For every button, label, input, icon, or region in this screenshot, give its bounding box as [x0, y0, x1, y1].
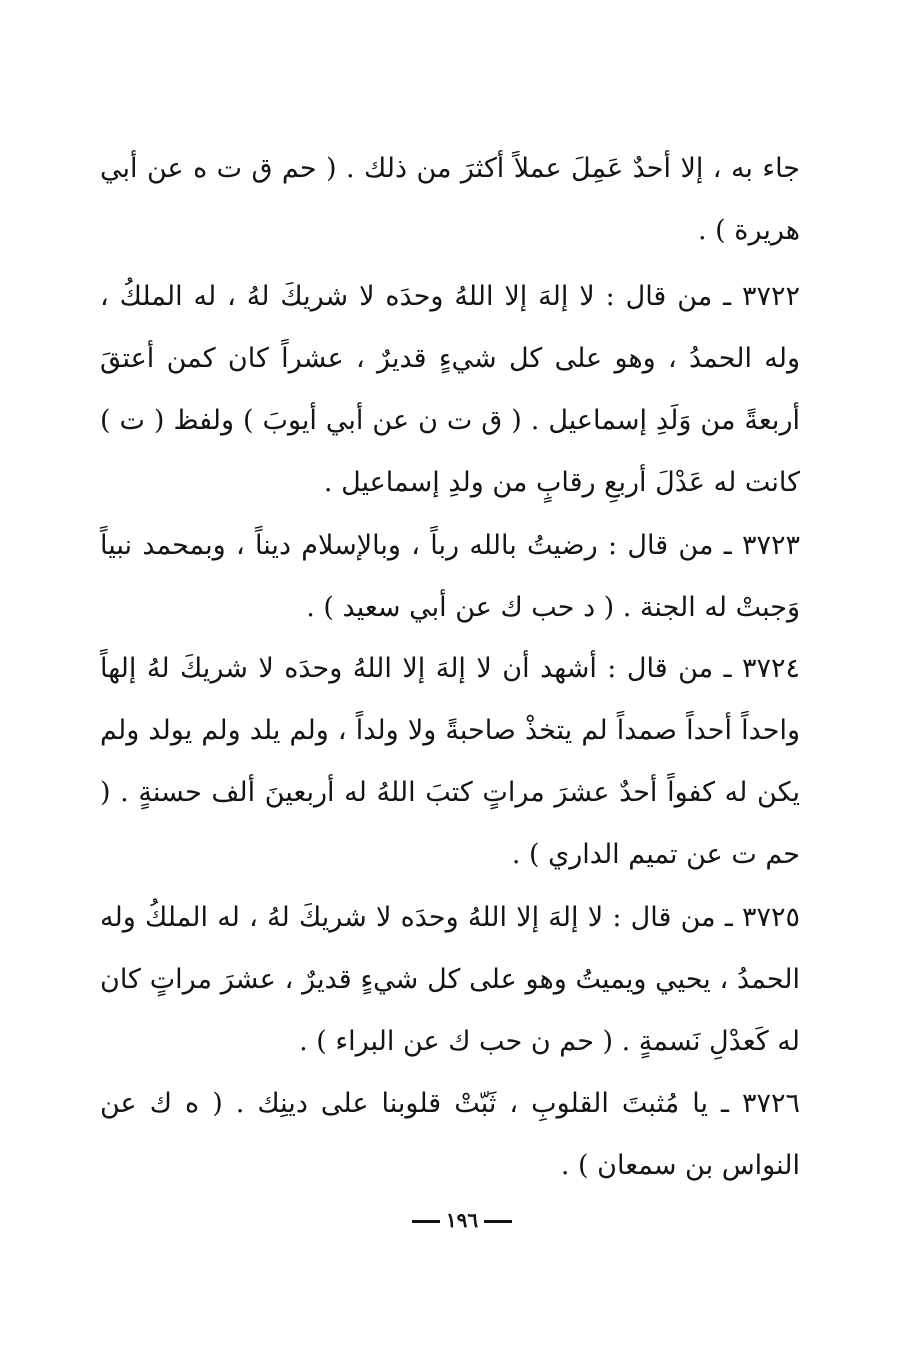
hadith-number: ٣٧٢٤	[741, 653, 800, 684]
page-number: ١٩٦	[445, 1208, 479, 1232]
footer-dash-right	[484, 1220, 512, 1223]
paragraph-3726	[100, 1073, 800, 1197]
footer-dash-left	[412, 1220, 440, 1223]
paragraph-text: ـ يا مُثبتَ القلوبِ ، ثَبّتْ قلوبنا على دينِك . ( ه ك عن النواس بن سمعان ) .	[100, 1088, 800, 1181]
hadith-number: ٣٧٢٢	[741, 281, 800, 312]
paragraph-continuation	[100, 138, 800, 262]
paragraph-3722	[100, 266, 800, 514]
paragraph-3725	[100, 887, 800, 1073]
paragraph-text: ـ من قال : لا إلهَ إلا اللهُ وحدَه لا شريكَ لهُ ، له الملكُ ، وله الحمدُ ، وهو على كل شيءٍ قديرٌ ، عشراً كان كمن أعتقَ أربعةً من وَلَدِ إسماعيل . ( ق ت ن عن أبي أيوبَ ) ولفظ ( ت ) كانت له عَدْلَ أربعِ رقابٍ من ولدِ إسماعيل .	[100, 281, 800, 498]
page-footer	[0, 1208, 924, 1232]
hadith-number: ٣٧٢٦	[741, 1088, 800, 1119]
hadith-number: ٣٧٢٣	[741, 530, 800, 561]
paragraph-text: ـ من قال : رضيتُ بالله رباً ، وبالإسلام ديناً ، وبمحمد نبياً وَجبتْ له الجنة . ( د حب ك عن أبي سعيد ) .	[100, 530, 800, 623]
hadith-number: ٣٧٢٥	[741, 902, 800, 933]
paragraph-text: جاء به ، إلا أحدٌ عَمِلَ عملاً أكثرَ من ذلك . ( حم ق ت ه عن أبي هريرة ) .	[100, 153, 800, 246]
paragraph-3724	[100, 638, 800, 886]
paragraph-text: ـ من قال : لا إلهَ إلا اللهُ وحدَه لا شريكَ لهُ ، له الملكُ وله الحمدُ ، يحيي ويميتُ وهو على كل شيءٍ قديرٌ ، عشرَ مراتٍ كان له كَعدْلِ نَسمةٍ . ( حم ن حب ك عن البراء ) .	[100, 902, 800, 1057]
paragraph-text: ـ من قال : أشهد أن لا إلهَ إلا اللهُ وحدَه لا شريكَ لهُ إلهاً واحداً أحداً صمداً لم يتخذْ صاحبةً ولا ولداً ، ولم يلد ولم يولد ولم يكن له كفواً أحدٌ عشرَ مراتٍ كتبَ اللهُ له أربعينَ ألف حسنةٍ . ( حم ت عن تميم الداري ) .	[100, 653, 800, 870]
paragraph-3723	[100, 515, 800, 639]
